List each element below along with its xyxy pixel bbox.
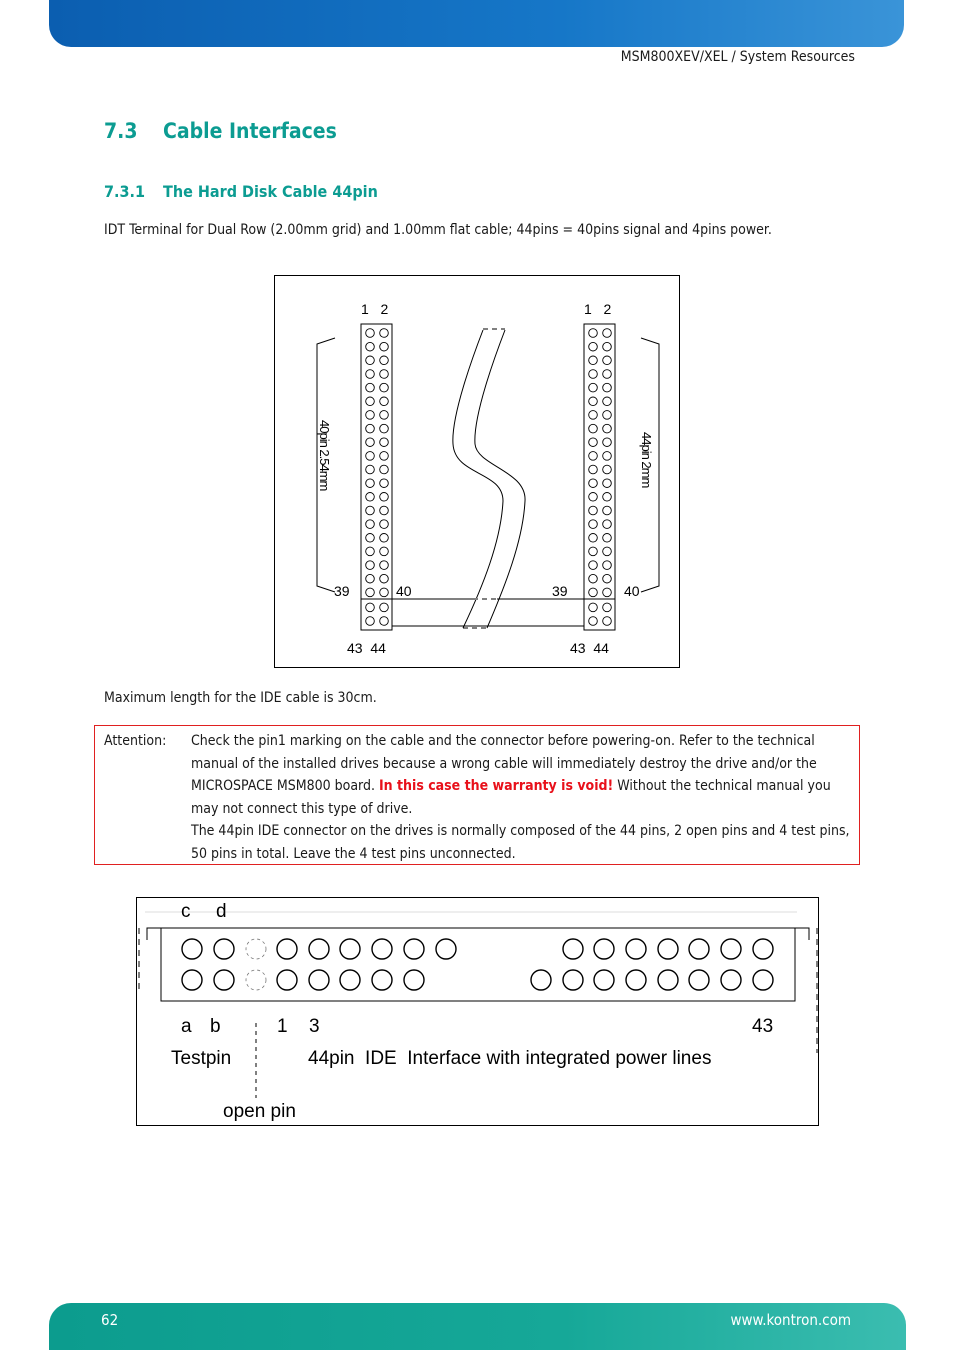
left-connector-pin xyxy=(380,588,389,597)
connector-pin xyxy=(626,970,646,990)
connector-pin xyxy=(753,939,773,959)
left-connector-pin xyxy=(380,574,389,583)
connector-pin xyxy=(309,970,329,990)
cable-diagram xyxy=(274,275,680,668)
testpin-a-label: a xyxy=(181,1016,192,1037)
section-title: Cable Interfaces xyxy=(163,119,337,143)
connector-pin xyxy=(689,939,709,959)
connector-pin xyxy=(563,970,583,990)
flat-cable-edge-left xyxy=(453,330,503,628)
right-connector-pin xyxy=(589,617,598,626)
right-connector-pin xyxy=(603,397,612,406)
connector-pin xyxy=(182,970,202,990)
right-connector-pin xyxy=(603,603,612,612)
left-connector-pin xyxy=(380,479,389,488)
left-connector-pin xyxy=(366,603,375,612)
right-connector-pin xyxy=(603,617,612,626)
left-connector-pin xyxy=(366,479,375,488)
left-connector-pin xyxy=(366,617,375,626)
left-connector-pin xyxy=(380,438,389,447)
right-connector-pin xyxy=(603,356,612,365)
connector-pin xyxy=(372,939,392,959)
right-connector-pin xyxy=(603,383,612,392)
left-connector-pin xyxy=(380,465,389,474)
left-connector-pin xyxy=(380,383,389,392)
connector-pin xyxy=(626,939,646,959)
left-connector-pin xyxy=(366,520,375,529)
warranty-warning: In this case the warranty is void! xyxy=(378,778,614,794)
right-connector-pin xyxy=(589,452,598,461)
ide-interface-caption: 44pin IDE Interface with integrated power lines xyxy=(308,1048,712,1069)
attention-text-second: The 44pin IDE connector on the drives is normally composed of the 44 pins, 2 open pins and 4 test pins, 50 pins in total. Leave the 4 test pins unconnected. xyxy=(191,823,850,862)
left-connector-pin xyxy=(380,617,389,626)
left-connector-pin xyxy=(366,424,375,433)
subsection-heading xyxy=(104,182,378,201)
left-connector-pin xyxy=(380,493,389,502)
left-connector-pin xyxy=(380,603,389,612)
attention-text-after: Without the technical manual you may not connect this type of drive. xyxy=(191,778,831,817)
right-connector-pin xyxy=(603,506,612,515)
running-header: MSM800XEV/XEL / System Resources xyxy=(620,49,855,65)
right-connector-pin xyxy=(589,493,598,502)
left-connector-pin xyxy=(366,547,375,556)
connector-pin xyxy=(436,939,456,959)
left-connector-frame xyxy=(361,324,392,630)
left-connector-pin xyxy=(366,397,375,406)
left-pin40-label: 40 xyxy=(396,583,412,599)
left-connector-pin xyxy=(366,342,375,351)
open-pin-label: open pin xyxy=(223,1101,296,1122)
testpin-b-label: b xyxy=(210,1016,221,1037)
right-connector-pin xyxy=(589,479,598,488)
footer-url[interactable]: www.kontron.com xyxy=(730,1311,851,1329)
left-pin12-label: 1 2 xyxy=(361,301,389,317)
left-connector-pin xyxy=(366,493,375,502)
left-connector-pin xyxy=(366,561,375,570)
right-connector-pin xyxy=(603,438,612,447)
left-connector-pin xyxy=(366,438,375,447)
attention-box xyxy=(94,725,860,865)
section-number: 7.3 xyxy=(104,119,138,143)
connector-pin xyxy=(531,970,551,990)
right-connector-pin xyxy=(589,603,598,612)
left-connector-pin xyxy=(366,588,375,597)
connector-pin xyxy=(658,939,678,959)
right-connector-pin xyxy=(589,506,598,515)
left-connector-pin xyxy=(380,411,389,420)
max-length-note: Maximum length for the IDE cable is 30cm. xyxy=(104,690,377,706)
connector-pin xyxy=(721,939,741,959)
testpin-c-label: c xyxy=(181,901,191,922)
ide-connector-svg xyxy=(137,898,818,1125)
connector-pin xyxy=(721,970,741,990)
right-connector-pin xyxy=(603,561,612,570)
left-connector-pin xyxy=(380,424,389,433)
right-connector-pin xyxy=(603,424,612,433)
left-connector-pin xyxy=(366,329,375,338)
right-connector-pin xyxy=(589,424,598,433)
connector-pin xyxy=(214,970,234,990)
left-pin39-label: 39 xyxy=(334,583,350,599)
right-connector-pin xyxy=(589,329,598,338)
connector-pin xyxy=(277,970,297,990)
open-pin xyxy=(246,970,266,990)
subsection-title: The Hard Disk Cable 44pin xyxy=(163,182,378,201)
left-connector-pin xyxy=(380,561,389,570)
right-connector-pin xyxy=(589,547,598,556)
right-connector-pin xyxy=(603,465,612,474)
right-connector-pin xyxy=(589,561,598,570)
connector-pin xyxy=(309,939,329,959)
header-bar xyxy=(49,0,904,47)
left-connector-pin xyxy=(366,534,375,543)
ide-connector-diagram xyxy=(136,897,819,1126)
left-connector-pin xyxy=(366,574,375,583)
attention-text xyxy=(191,730,851,865)
cable-diagram-svg xyxy=(275,276,679,667)
connector-pin xyxy=(214,939,234,959)
pin3-label: 3 xyxy=(309,1016,320,1037)
connector-pin xyxy=(658,970,678,990)
left-connector-pin xyxy=(366,356,375,365)
connector-pin xyxy=(594,939,614,959)
left-connector-pin xyxy=(366,452,375,461)
left-pin4344-label: 43 44 xyxy=(347,640,386,656)
right-connector-pin xyxy=(603,574,612,583)
page-number: 62 xyxy=(101,1311,119,1329)
right-connector-pin xyxy=(603,588,612,597)
connector-corner-left xyxy=(147,928,161,940)
right-connector-pin xyxy=(589,574,598,583)
right-connector-label: 44pin 2mm xyxy=(639,432,654,488)
right-connector-pin xyxy=(589,411,598,420)
right-connector-pin xyxy=(589,438,598,447)
connector-pin xyxy=(594,970,614,990)
section-heading xyxy=(104,119,337,143)
right-pin39-label: 39 xyxy=(552,583,568,599)
left-connector-pin xyxy=(366,370,375,379)
right-connector-pin xyxy=(603,534,612,543)
open-pin xyxy=(246,939,266,959)
right-connector-pin xyxy=(603,452,612,461)
connector-pin xyxy=(182,939,202,959)
connector-pin xyxy=(277,939,297,959)
connector-pin xyxy=(563,939,583,959)
left-connector-pin xyxy=(366,506,375,515)
right-connector-pin xyxy=(589,342,598,351)
connector-corner-right xyxy=(795,928,809,940)
connector-pin xyxy=(753,970,773,990)
connector-pin xyxy=(689,970,709,990)
attention-text-before: Check the pin1 marking on the cable and the connector before powering-on. Refer to the technical manual of the installed drives because a wrong cable will immediately destroy the drive and/or the MICROSPACE MSM800 board. xyxy=(191,733,817,794)
right-connector-pin xyxy=(589,356,598,365)
testpin-d-label: d xyxy=(216,901,227,922)
left-connector-pin xyxy=(380,342,389,351)
connector-pin xyxy=(372,970,392,990)
pin43-label: 43 xyxy=(752,1016,774,1037)
left-connector-label: 40pin 2.54mm xyxy=(317,420,332,491)
left-connector-pin xyxy=(366,465,375,474)
right-connector-pin xyxy=(603,370,612,379)
right-connector-pin xyxy=(603,479,612,488)
intro-paragraph: IDT Terminal for Dual Row (2.00mm grid) and 1.00mm flat cable; 44pins = 40pins signal and 4pins power. xyxy=(104,222,772,238)
right-connector-pin xyxy=(589,465,598,474)
right-connector-frame xyxy=(584,324,615,630)
right-connector-pin xyxy=(589,397,598,406)
right-connector-pin xyxy=(589,534,598,543)
right-connector-pin xyxy=(603,342,612,351)
left-connector-pin xyxy=(366,383,375,392)
right-connector-pin xyxy=(589,588,598,597)
left-connector-pin xyxy=(380,329,389,338)
attention-label: Attention: xyxy=(104,733,167,749)
right-connector-pin xyxy=(603,547,612,556)
left-connector-pin xyxy=(380,547,389,556)
left-connector-pin xyxy=(380,506,389,515)
right-connector-pin xyxy=(603,520,612,529)
pin1-label: 1 xyxy=(277,1016,288,1037)
left-connector-pin xyxy=(380,370,389,379)
connector-pin xyxy=(340,970,360,990)
connector-pin xyxy=(340,939,360,959)
subsection-number: 7.3.1 xyxy=(104,182,145,201)
connector-pin xyxy=(404,939,424,959)
right-connector-pin xyxy=(603,493,612,502)
right-connector-pin xyxy=(589,370,598,379)
left-connector-pin xyxy=(380,397,389,406)
footer-bar xyxy=(49,1303,906,1350)
left-connector-pin xyxy=(380,520,389,529)
right-pin12-label: 1 2 xyxy=(584,301,612,317)
right-pin4344-label: 43 44 xyxy=(570,640,609,656)
left-connector-pin xyxy=(380,452,389,461)
testpin-label: Testpin xyxy=(171,1048,232,1069)
right-pin40-label: 40 xyxy=(624,583,640,599)
right-connector-pin xyxy=(603,329,612,338)
right-connector-pin xyxy=(603,411,612,420)
right-connector-pin xyxy=(589,520,598,529)
connector-pin xyxy=(404,970,424,990)
right-connector-pin xyxy=(589,383,598,392)
left-connector-pin xyxy=(366,411,375,420)
left-connector-pin xyxy=(380,534,389,543)
left-connector-pin xyxy=(380,356,389,365)
